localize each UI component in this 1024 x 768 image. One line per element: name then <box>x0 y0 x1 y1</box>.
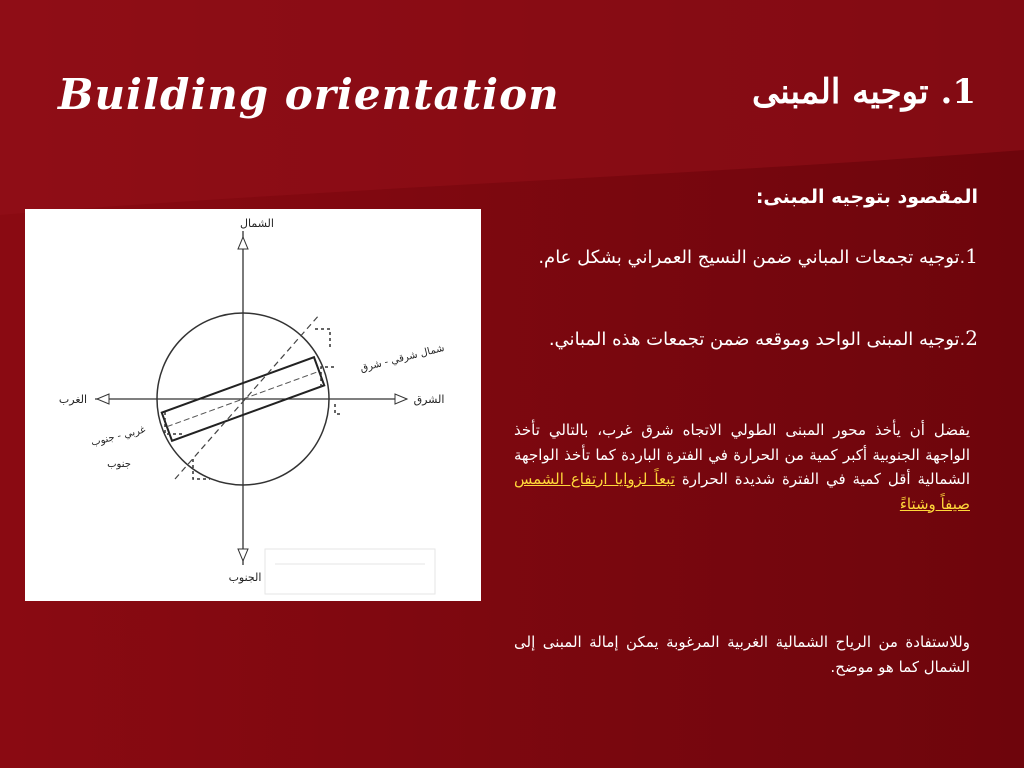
section-heading: المقصود بتوجيه المبنى: <box>755 186 978 208</box>
slide-title-english: Building orientation <box>58 70 560 119</box>
label-north: الشمال <box>240 217 274 230</box>
label-south: الجنوب <box>228 571 262 584</box>
east-arrow-icon <box>395 394 407 404</box>
list-item-1-number: 1 <box>965 244 978 268</box>
orientation-diagram <box>25 209 481 601</box>
south-arrow-icon <box>238 549 248 561</box>
north-arrow-icon <box>238 237 248 249</box>
northeast-dashed-line <box>175 314 320 479</box>
label-northeast: شمال شرقي - شرق <box>359 342 446 375</box>
list-item-2-text: .توجيه المبنى الواحد وموقعه ضمن تجمعات هذه المباني. <box>548 329 966 350</box>
list-item-2-number: 2 <box>965 326 978 350</box>
reference-dashed-marks <box>165 329 343 479</box>
background-grid <box>265 549 435 594</box>
label-west: الغرب <box>58 393 88 406</box>
paragraph-wind: وللاستفادة من الرياح الشمالية الغربية المرغوبة يمكن إمالة المبنى إلى الشمال كما هو موضح. <box>514 633 970 676</box>
paragraph-orientation-text: يفضل أن يأخذ محور المبنى الطولي الاتجاه شرق غرب، بالتالي تأخذ الواجهة الجنوبية أكبر كمية من الحرارة في الفترة الباردة كما تأخذ الواجهة الشمالية أقل كمية في الفترة شديدة الحرارة <box>514 421 970 488</box>
slide-title-arabic: 1. توجيه المبنى <box>751 72 976 112</box>
west-arrow-icon <box>97 394 109 404</box>
paragraph-orientation <box>514 418 970 516</box>
list-item-2 <box>518 322 978 356</box>
label-southwest-line1: غربي - جنوب <box>90 424 147 449</box>
label-southwest-line2: جنوب <box>107 459 131 470</box>
list-item-1 <box>498 240 978 274</box>
highlighted-sun-angles-text: تبعاً لزوايا ارتفاع الشمس صيفاً وشتاءً <box>514 470 970 513</box>
label-east: الشرق <box>413 393 445 406</box>
list-item-1-text: .توجيه تجمعات المباني ضمن النسيج العمراني بشكل عام. <box>538 247 966 268</box>
